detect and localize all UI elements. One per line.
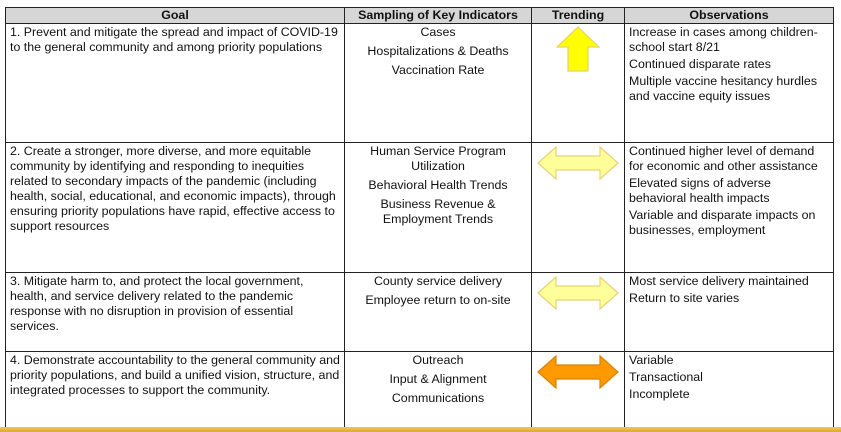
- indicator-item: Input & Alignment: [389, 372, 487, 386]
- indicator-item: Cases: [420, 25, 456, 39]
- observation-item: Transactional: [629, 370, 703, 384]
- indicator-item: Business Revenue & Employment Trends: [380, 197, 496, 226]
- indicators-cell: [345, 352, 532, 431]
- horizontal-arrow-icon: [536, 274, 620, 312]
- observation-item: Most service delivery maintained: [629, 274, 809, 288]
- indicator-item: Behavioral Health Trends: [368, 178, 508, 192]
- goal-cell: 3. Mitigate harm to, and protect the local government, health, and service delivery related to the pandemic response with no disruption in provision of essential services.: [6, 273, 345, 352]
- table-row: [6, 143, 834, 273]
- observation-item: Elevated signs of adverse behavioral health impacts: [629, 176, 771, 205]
- indicators-cell: [345, 143, 532, 273]
- observation-item: Increase in cases among children- school start 8/21: [629, 25, 818, 54]
- header-trending: Trending: [532, 8, 625, 24]
- header-observations: Observations: [625, 8, 834, 24]
- observation-item: Variable: [629, 353, 674, 367]
- trending-cell: [532, 352, 625, 431]
- observation-item: Multiple vaccine hesitancy hurdles and vaccine equity issues: [629, 74, 818, 103]
- goals-table: [5, 7, 834, 431]
- trending-cell: [532, 273, 625, 352]
- observations-cell: [625, 143, 834, 273]
- indicator-item: Employee return to on-site: [365, 293, 511, 307]
- table-row: [6, 273, 834, 352]
- indicator-item: Outreach: [412, 353, 464, 367]
- horizontal-arrow-orange-icon: [536, 353, 620, 391]
- table-row: [6, 24, 834, 143]
- goal-cell: 4. Demonstrate accountability to the general community and priority populations, and build a unified vision, structure, and integrated processes to support the community.: [6, 352, 345, 431]
- observation-item: Return to site varies: [629, 291, 740, 305]
- indicators-cell: [345, 24, 532, 143]
- observation-item: Continued higher level of demand for economic and other assistance: [629, 144, 818, 173]
- goal-cell: 2. Create a stronger, more diverse, and more equitable community by identifying and responding to inequities related to secondary impacts of the pandemic (including health, social, educational, and economic impacts), through ensuring priority populations have rapid, effective access to support resources: [6, 143, 345, 273]
- header-row: [6, 8, 834, 24]
- up-arrow-icon: [555, 25, 601, 73]
- trending-cell: [532, 143, 625, 273]
- trending-cell: [532, 24, 625, 143]
- table-row: [6, 352, 834, 431]
- observation-item: Variable and disparate impacts on businesses, employment: [629, 208, 816, 237]
- indicators-cell: [345, 273, 532, 352]
- indicator-item: Communications: [391, 391, 485, 405]
- observations-cell: [625, 352, 834, 431]
- indicator-item: Hospitalizations & Deaths: [367, 44, 509, 58]
- header-goal: Goal: [6, 8, 345, 24]
- header-indicators: Sampling of Key Indicators: [345, 8, 532, 24]
- indicator-item: Human Service Program Utilization: [370, 144, 506, 173]
- indicator-item: County service delivery: [373, 274, 503, 288]
- indicator-item: Vaccination Rate: [391, 63, 485, 77]
- goal-cell: 1. Prevent and mitigate the spread and impact of COVID-19 to the general community and among priority populations: [6, 24, 345, 143]
- observations-cell: [625, 24, 834, 143]
- observation-item: Incomplete: [629, 387, 690, 401]
- bottom-accent-bar: [0, 427, 841, 432]
- observations-cell: [625, 273, 834, 352]
- observation-item: Continued disparate rates: [629, 57, 771, 71]
- horizontal-arrow-icon: [536, 144, 620, 182]
